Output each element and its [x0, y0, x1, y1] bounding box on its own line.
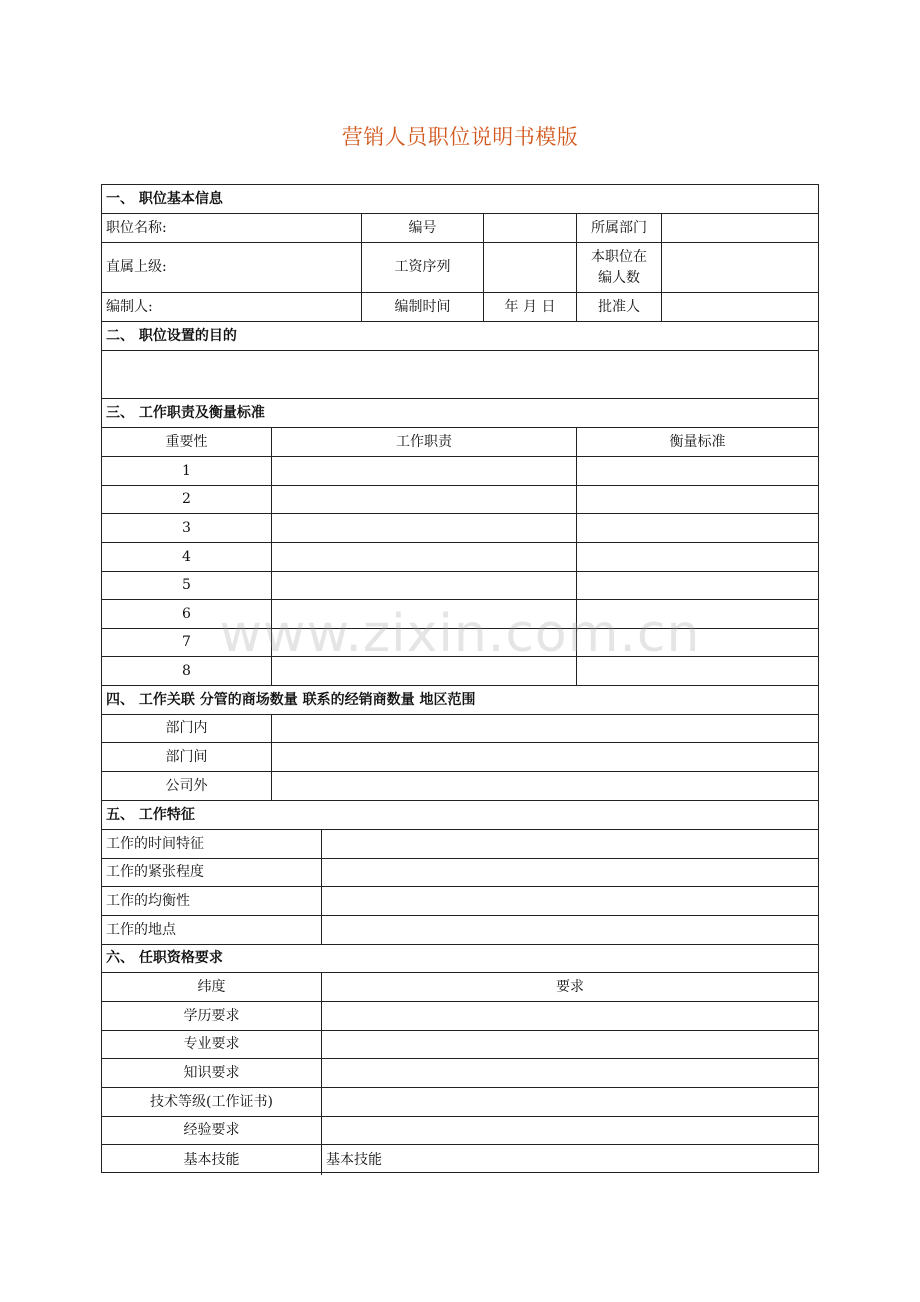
number-field[interactable] [484, 214, 577, 242]
table-row [102, 1059, 818, 1088]
table-row [102, 572, 818, 600]
job-title-label: 职位名称: [102, 214, 362, 242]
duty-field[interactable] [272, 629, 577, 656]
section-heading-relations [102, 686, 818, 715]
importance-cell: 7 [102, 629, 272, 656]
feature-label: 工作的紧张程度 [102, 859, 322, 886]
department-field[interactable] [662, 214, 818, 242]
table-row [102, 543, 818, 572]
superior-label: 直属上级: [102, 243, 362, 292]
column-header-importance: 重要性 [102, 428, 272, 456]
requirement-field[interactable] [322, 1117, 818, 1144]
qualification-label: 专业要求 [102, 1031, 322, 1058]
table-row [102, 1031, 818, 1059]
table-row [102, 1117, 818, 1145]
importance-cell: 6 [102, 600, 272, 628]
requirement-field[interactable] [322, 1002, 818, 1030]
qualification-label: 学历要求 [102, 1002, 322, 1030]
standard-field[interactable] [577, 514, 818, 542]
standard-field[interactable] [577, 629, 818, 656]
watermark: www.zixin.com.cn [219, 604, 701, 664]
approver-field[interactable] [662, 293, 818, 321]
table-row [102, 514, 818, 543]
qualification-label: 经验要求 [102, 1117, 322, 1144]
salary-series-label: 工资序列 [362, 243, 484, 292]
duty-field[interactable] [272, 543, 577, 571]
duty-field[interactable] [272, 486, 577, 513]
headcount-label: 本职位在编人数 [577, 243, 662, 292]
qualification-label: 基本技能 [102, 1145, 322, 1175]
table-row [102, 830, 818, 859]
table-row [102, 1002, 818, 1031]
section-title: 三、 工作职责及衡量标准 [106, 404, 265, 421]
headcount-field[interactable] [662, 243, 818, 292]
requirement-field[interactable] [322, 1088, 818, 1116]
section-title: 二、 职位设置的目的 [106, 327, 237, 344]
department-label: 所属部门 [577, 214, 662, 242]
requirement-field[interactable] [322, 1059, 818, 1087]
duty-field[interactable] [272, 600, 577, 628]
row-compiler [102, 293, 818, 322]
approver-label: 批准人 [577, 293, 662, 321]
section-title: 四、 工作关联 分管的商场数量 联系的经销商数量 地区范围 [106, 691, 476, 708]
section-heading-duties [102, 399, 818, 428]
section-heading-work-features [102, 801, 818, 830]
column-header-requirement: 要求 [556, 978, 584, 995]
compiler-label: 编制人: [102, 293, 362, 321]
job-description-form [101, 184, 819, 1173]
standard-field[interactable] [577, 543, 818, 571]
duty-field[interactable] [272, 514, 577, 542]
number-label: 编号 [362, 214, 484, 242]
importance-cell: 2 [102, 486, 272, 513]
qualifications-header-row [102, 973, 818, 1002]
standard-field[interactable] [577, 600, 818, 628]
salary-series-field[interactable] [484, 243, 577, 292]
importance-cell: 5 [102, 572, 272, 599]
section-heading-purpose [102, 322, 818, 351]
duty-field[interactable] [272, 657, 577, 685]
compile-date-field[interactable]: 年 月 日 [484, 293, 577, 321]
duty-field[interactable] [272, 457, 577, 485]
column-header-duty: 工作职责 [272, 428, 577, 456]
column-header-standard: 衡量标准 [669, 433, 726, 450]
table-row [102, 772, 818, 801]
relation-label: 公司外 [102, 772, 272, 800]
column-header-dimension: 纬度 [102, 973, 322, 1001]
importance-cell: 8 [102, 657, 272, 685]
table-row [102, 600, 818, 629]
standard-field[interactable] [577, 457, 818, 485]
relation-label: 部门间 [102, 743, 272, 771]
section-title: 五、 工作特征 [106, 806, 195, 823]
table-row [102, 657, 818, 686]
row-job-title [102, 214, 818, 243]
feature-field[interactable] [322, 859, 818, 886]
section-heading-qualifications [102, 945, 818, 973]
standard-field[interactable] [577, 486, 818, 513]
importance-cell: 4 [102, 543, 272, 571]
relation-field[interactable] [272, 772, 818, 800]
feature-field[interactable] [322, 887, 818, 915]
duty-field[interactable] [272, 572, 577, 599]
requirement-field[interactable]: 基本技能 [326, 1151, 382, 1168]
importance-cell: 1 [102, 457, 272, 485]
table-row [102, 486, 818, 514]
table-row [102, 887, 818, 916]
table-row [102, 743, 818, 772]
standard-field[interactable] [577, 572, 818, 599]
feature-field[interactable] [322, 916, 818, 944]
importance-cell: 3 [102, 514, 272, 542]
table-row [102, 859, 818, 887]
feature-label: 工作的时间特征 [102, 830, 322, 858]
section-title: 一、 职位基本信息 [106, 190, 223, 207]
section-title: 六、 任职资格要求 [106, 950, 223, 966]
relation-field[interactable] [272, 715, 818, 742]
compile-time-label: 编制时间 [362, 293, 484, 321]
table-row [102, 715, 818, 743]
document-title: 营销人员职位说明书模版 [341, 125, 579, 149]
purpose-field-row [102, 351, 818, 399]
duties-header-row [102, 428, 818, 457]
feature-label: 工作的地点 [102, 916, 322, 944]
table-row [102, 916, 818, 945]
relation-field[interactable] [272, 743, 818, 771]
purpose-field[interactable] [102, 351, 818, 398]
row-superior [102, 243, 818, 293]
feature-label: 工作的均衡性 [102, 887, 322, 915]
table-row [102, 1088, 818, 1117]
section-heading-basic-info [102, 185, 818, 214]
table-row [102, 1145, 818, 1175]
table-row [102, 457, 818, 486]
requirement-field[interactable] [322, 1031, 818, 1058]
table-row [102, 629, 818, 657]
qualification-label: 技术等级(工作证书) [102, 1088, 322, 1116]
standard-field[interactable] [577, 657, 818, 685]
feature-field[interactable] [322, 830, 818, 858]
relation-label: 部门内 [102, 715, 272, 742]
qualification-label: 知识要求 [102, 1059, 322, 1087]
